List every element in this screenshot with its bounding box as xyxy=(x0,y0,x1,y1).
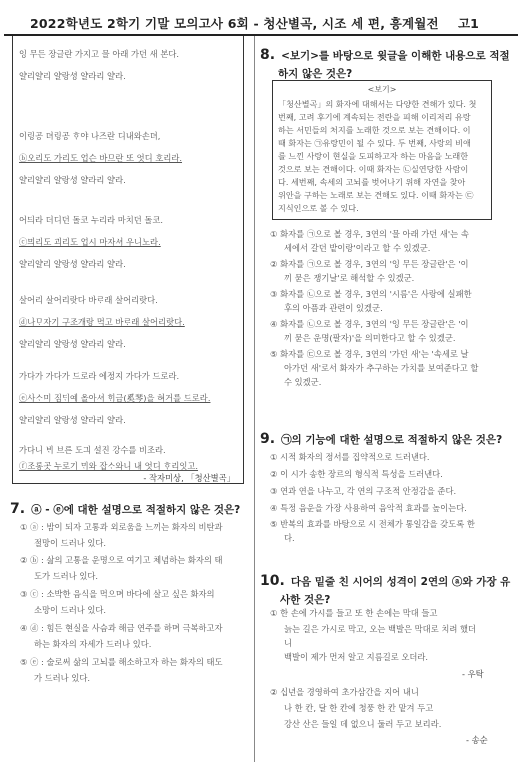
q10-option-1-cont: 백발이 제가 먼저 알고 지름길로 오더라. xyxy=(284,652,429,662)
question-number: 8. xyxy=(260,47,276,63)
q7-option-4: ④ ⓓ : 힘든 현실을 사슴과 해금 연주를 하며 극복하고자 xyxy=(20,623,223,633)
q10-option-1: ① 한 손에 가시를 들고 또 한 손에는 막대 들고 xyxy=(270,608,438,618)
poem-line: 어듸라 더디던 돌코 누리라 마치던 돌코. xyxy=(19,215,164,225)
q10-option-1-source: - 우탁 xyxy=(462,669,484,679)
q7-option-4-cont: 하는 화자의 자세가 드러나 있다. xyxy=(34,639,152,649)
q8-option-5-cont: 수 있겠군. xyxy=(284,377,322,387)
q8-option-5: ⑤ 화자를 ㉢으로 볼 경우, 3연의 '가던 새'는 '속세로 날 xyxy=(270,349,469,359)
bogi-line: 지식인으로 볼 수 있다. xyxy=(278,203,359,213)
question-number: 10. xyxy=(260,573,285,589)
question-8-header-cont xyxy=(278,62,352,81)
poem-line: ⓓ나ᄆᆞ자기 구조개랑 먹고 바ᄅᆞ래 살어리랏다. xyxy=(19,317,185,327)
bogi-line: 번째, 고려 후기에 계속되는 전란을 피해 이리저리 유랑 xyxy=(278,112,471,122)
q9-option-3: ③ 연과 연을 나누고, 각 연의 구조적 안정감을 준다. xyxy=(270,486,457,496)
poem-line: 이링공 뎌링공 ᄒᆞ야 나즈란 디내와손뎌, xyxy=(19,131,161,141)
page-header xyxy=(0,0,522,34)
q8-option-3-cont: 후의 아픔과 관련이 있겠군. xyxy=(284,303,383,313)
question-9-header xyxy=(260,428,502,447)
bogi-box xyxy=(272,80,492,220)
q8-option-1-cont: 세에서 갈던 밭이랑'이라고 할 수 있겠군. xyxy=(284,243,431,253)
poem-line: ⓔ사ᄉᆞ미 짐ᄃᆡ예 올아셔 ᄒᆡ금(奚琴)을 혀거를 드로라. xyxy=(19,393,211,403)
q9-option-2: ② 이 시가 송한 장르의 형식적 특성을 드러낸다. xyxy=(270,469,443,479)
column-divider xyxy=(254,36,255,762)
q8-option-4: ④ 화자를 ㉡으로 볼 경우, 3연의 '잉 무든 장글란'은 '이 xyxy=(270,319,469,329)
question-text: ㉠의 기능에 대한 설명으로 적절하지 않은 것은? xyxy=(281,434,503,446)
q7-option-5-cont: 가 드러나 있다. xyxy=(34,673,91,683)
question-10-header-cont xyxy=(280,588,330,607)
question-text: 다음 밑줄 친 시어의 성격이 2연의 ⓐ와 가장 유 xyxy=(290,576,511,588)
question-number: 9. xyxy=(260,431,276,447)
bogi-line: 때 화자는 ㉠유랑민이 될 수 있다. 두 번째, 사랑의 비애 xyxy=(278,138,471,148)
poem-line: 얄리얄리 얄랑셩 얄라리 얄라. xyxy=(19,415,126,425)
bogi-line: 를 느낀 사랑이 현실을 도피하고자 하는 마음을 노래한 xyxy=(278,151,469,161)
grade-label: 고1 xyxy=(458,16,479,31)
poem-line: 얄리얄리 얄랑셩 얄라리 얄라. xyxy=(19,339,126,349)
question-7-header xyxy=(10,498,240,517)
q10-option-2-cont: 강산 산은 들일 데 없으니 둘러 두고 보리라. xyxy=(284,719,442,729)
question-8-header xyxy=(260,44,510,63)
q8-option-1: ① 화자를 ㉠으로 볼 경우, 3연의 '믈 아래 가던 새'는 속 xyxy=(270,229,469,239)
q7-option-5: ⑤ ⓔ : 술로써 삶의 고뇌를 해소하고자 하는 화자의 태도 xyxy=(20,657,223,667)
question-number: 7. xyxy=(10,501,26,517)
q7-option-2: ② ⓑ : 삶의 고통을 운명으로 여기고 체념하는 화자의 태 xyxy=(20,555,223,565)
question-text: <보기>를 바탕으로 윗글을 이해한 내용으로 적절 xyxy=(281,50,510,62)
q10-option-1-cont: 늙는 길은 가시로 막고, 오는 백발은 막대로 치려 했더 xyxy=(284,624,477,634)
bogi-line: 위안을 구하는 노래로 보는 견해도 있다. 이때 화자는 ㉢ xyxy=(278,190,474,200)
q9-option-5: ⑤ 반복의 효과를 바탕으로 시 전체가 통일감을 갖도록 한 xyxy=(270,519,475,529)
question-10-header xyxy=(260,570,510,589)
poem-line: 얄리얄리 얄랑셩 얄라리 얄라. xyxy=(19,71,126,81)
poem-source: - 작자미상, 「청산별곡」 xyxy=(143,473,235,483)
q7-option-2-cont: 도가 드러나 있다. xyxy=(34,571,99,581)
q8-option-5-cont: 아가던 새'로서 화자가 추구하는 가치를 보여준다고 할 xyxy=(284,363,479,373)
question-text: 사한 것은? xyxy=(280,594,331,606)
poem-line: 얄리얄리 얄랑셩 얄라리 얄라. xyxy=(19,175,126,185)
q7-option-1: ① ⓐ : 밤이 되자 고통과 외로움을 느끼는 화자의 비탄과 xyxy=(20,522,223,532)
poem-line: 가다가 가다가 드로라 에정지 가다가 드로라. xyxy=(19,371,180,381)
bogi-line: 것으로 보는 견해이다. 이때 화자는 ㉡실연당한 사람이 xyxy=(278,164,469,174)
q7-option-3: ③ ⓒ : 소박한 음식을 먹으며 바다에 살고 싶은 화자의 xyxy=(20,589,215,599)
poem-line: ⓒ믜리도 괴리도 업시 마자셔 우니노라. xyxy=(19,237,161,247)
q8-option-2: ② 화자를 ㉠으로 볼 경우, 3연의 '잉 무든 장글란'은 '이 xyxy=(270,259,469,269)
q9-option-1: ① 시적 화자의 정서를 집약적으로 드러낸다. xyxy=(270,452,430,462)
q9-option-5-cont: 다. xyxy=(284,533,295,543)
q8-option-2-cont: 끼 묻은 쟁기날'로 해석할 수 있겠군. xyxy=(284,273,415,283)
question-text: ⓐ - ⓔ에 대한 설명으로 적절하지 않은 것은? xyxy=(31,504,241,516)
poem-line: ⓕ조롱곳 누로기 ᄆᆡ와 잡ᄉᆞ와니 내 엇디 ᄒᆞ리잇고. xyxy=(19,461,199,471)
poem-line: 가다니 ᄇᆡ 브른 도긔 설진 강수를 비조라. xyxy=(19,445,166,455)
question-text: 하지 않은 것은? xyxy=(278,68,353,80)
bogi-line: 「청산별곡」의 화자에 대해서는 다양한 견해가 있다. 첫 xyxy=(278,99,477,109)
q7-option-1-cont: 절망이 드러나 있다. xyxy=(34,538,107,548)
poem-line: 잉 무든 장글란 가지고 믈 아래 가던 새 본다. xyxy=(19,49,179,59)
q10-option-2: ② 십년을 경영하여 초가삼간을 지어 내니 xyxy=(270,687,419,697)
q10-option-2-cont: 나 한 칸, 달 한 칸에 청풍 한 칸 맡겨 두고 xyxy=(284,703,434,713)
exam-title: 2022학년도 2학기 기말 모의고사 6회 - 청산별곡, 시조 세 편, 흥계월전 xyxy=(30,16,439,31)
poem-box xyxy=(12,36,244,484)
q7-option-3-cont: 소망이 드러나 있다. xyxy=(34,605,107,615)
bogi-line: 다. 세번째, 속세의 고뇌를 벗어나기 위해 자연을 찾아 xyxy=(278,177,466,187)
bogi-line: 하는 서민들의 처지를 노래한 것으로 보는 견해이다. 이 xyxy=(278,125,471,135)
q10-option-2-source: - 송순 xyxy=(466,735,488,745)
q10-option-1-cont: 니 xyxy=(284,638,293,648)
q9-option-4: ④ 특정 음운을 가장 사용하여 음악적 효과를 높이는다. xyxy=(270,503,467,513)
bogi-title: <보기> xyxy=(367,85,397,94)
poem-line: 살어리 살어리랏다 바ᄅᆞ래 살어리랏다. xyxy=(19,295,158,305)
q8-option-3: ③ 화자를 ㉡으로 볼 경우, 3연의 '시름'은 사랑에 실패한 xyxy=(270,289,472,299)
poem-line: ⓑ오리도 가리도 업슨 바므란 또 엇디 호리라. xyxy=(19,153,183,163)
poem-line: 얄리얄리 얄랑셩 얄라리 얄라. xyxy=(19,259,126,269)
q8-option-4-cont: 끼 묻은 운명(팔자)'을 의미한다고 할 수 있겠군. xyxy=(284,333,456,343)
